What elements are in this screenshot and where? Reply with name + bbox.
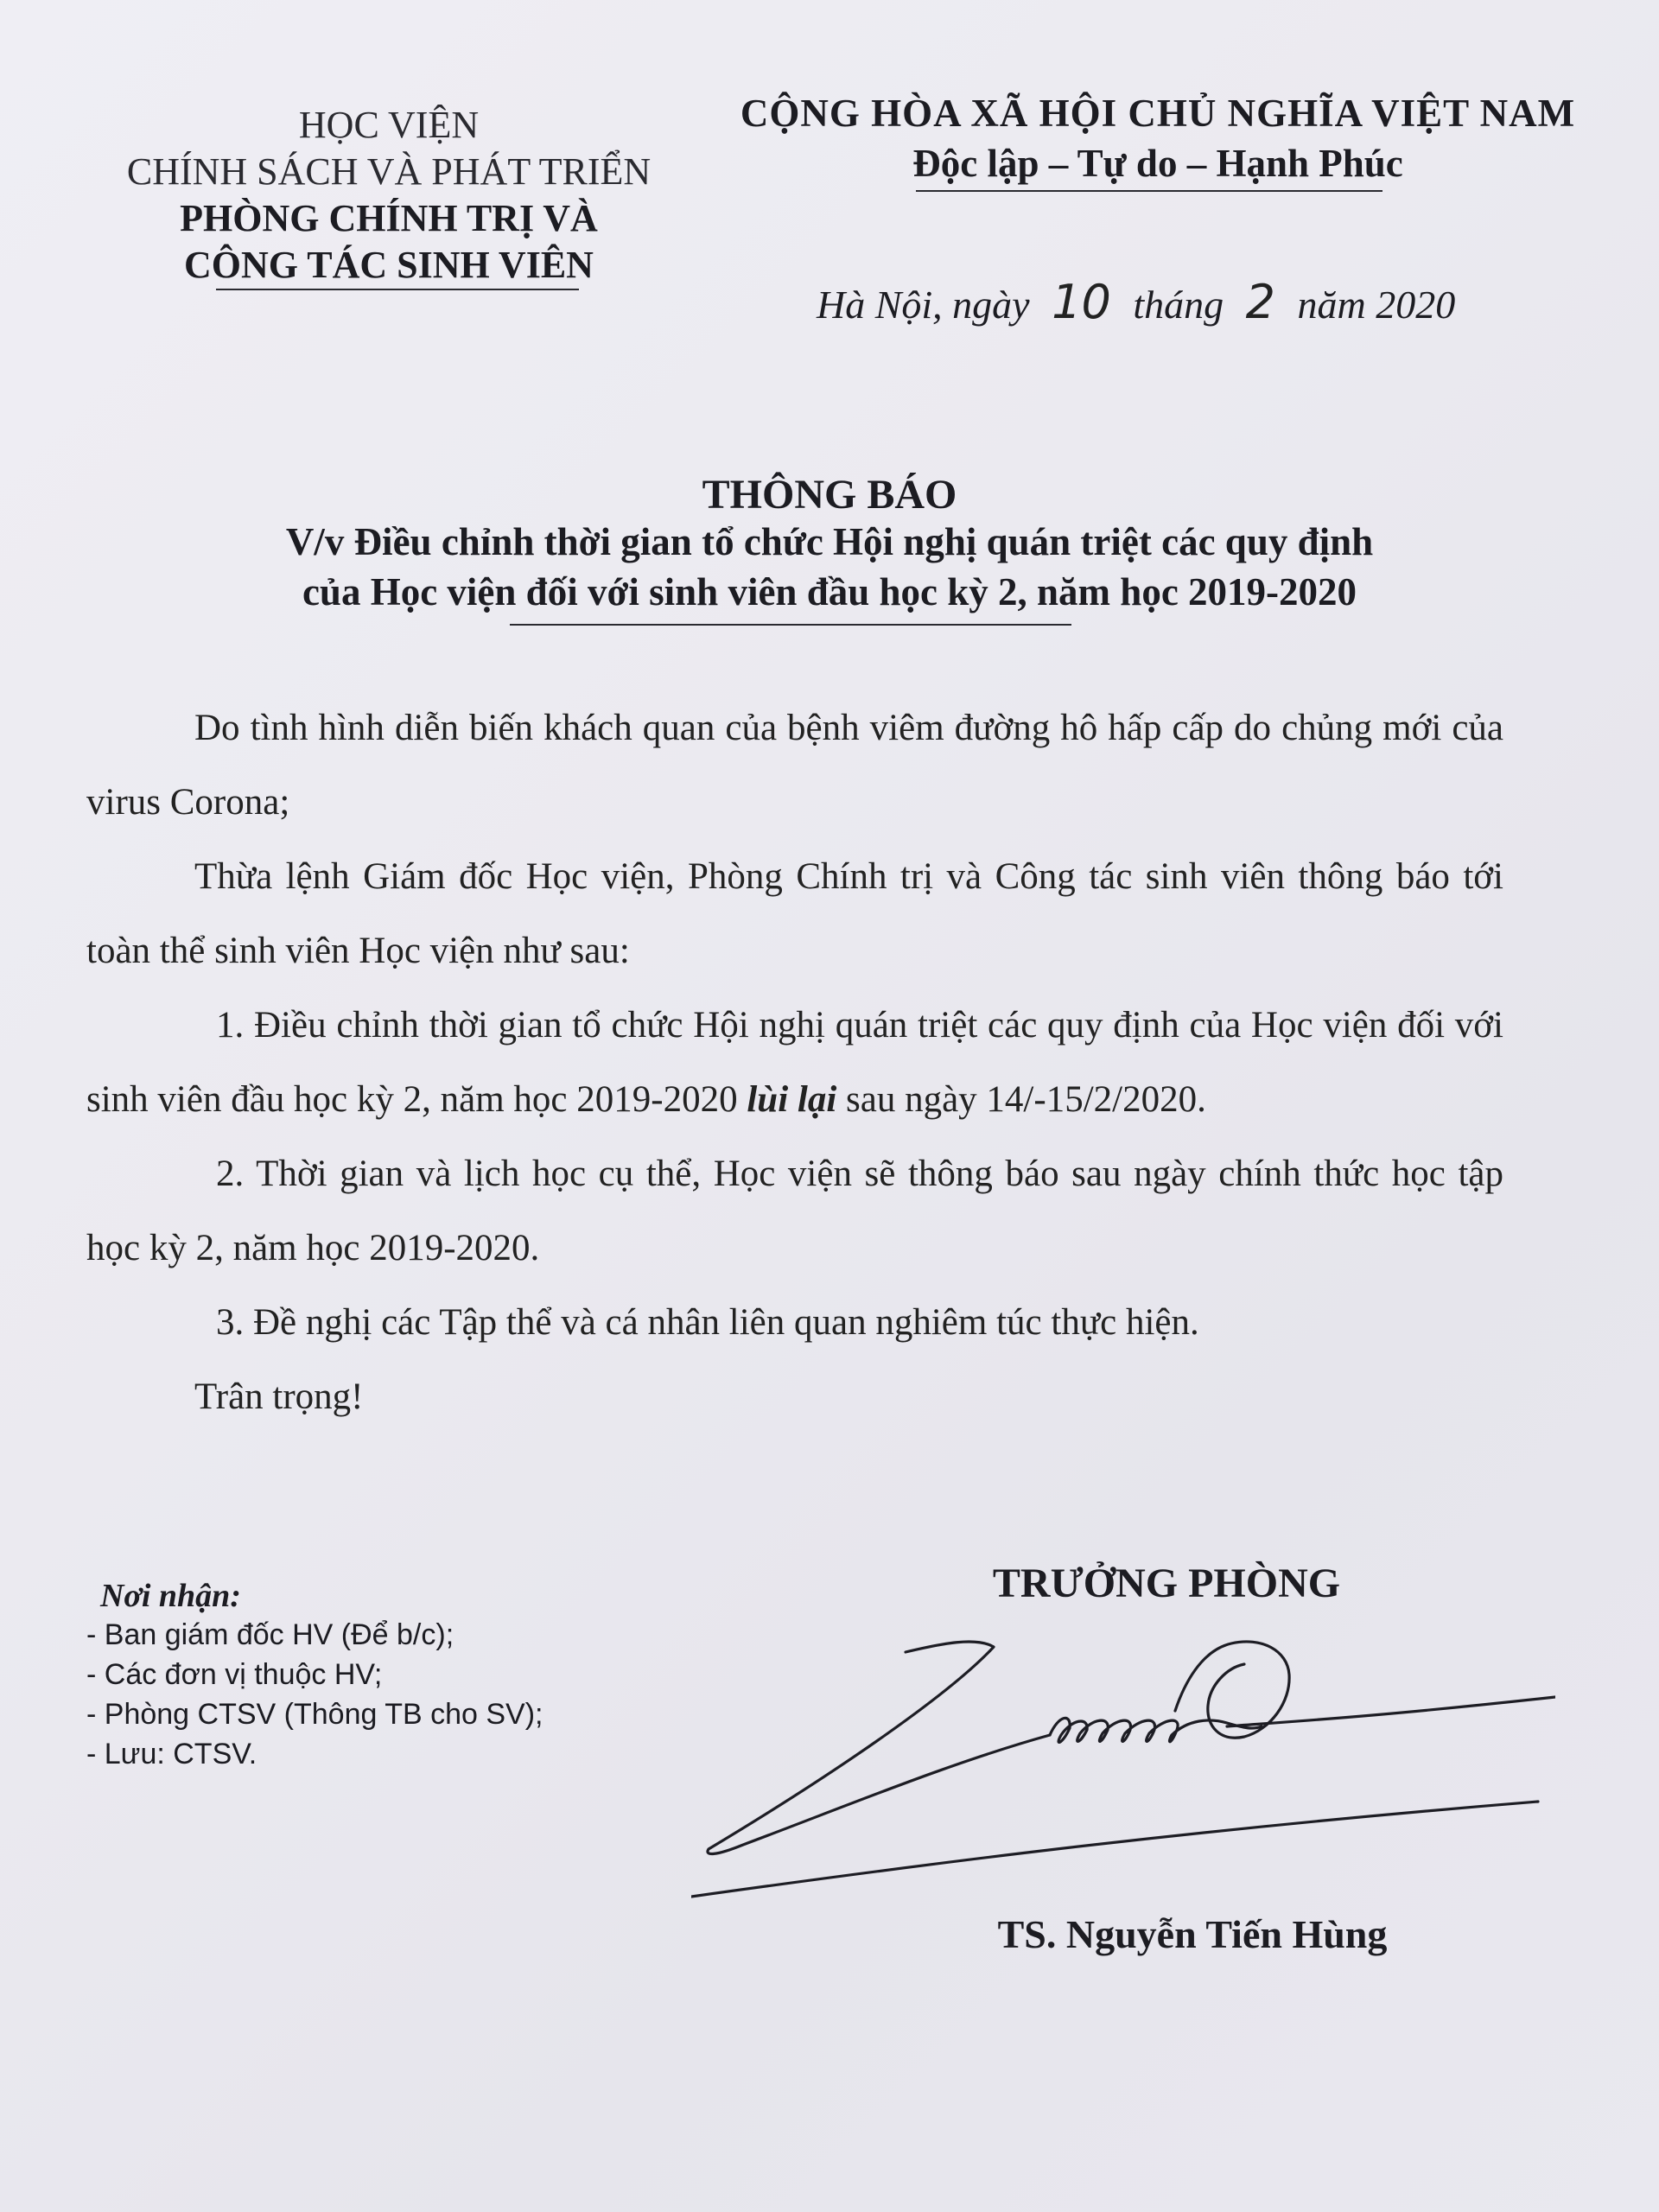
recipients-label: Nơi nhận: <box>100 1578 241 1614</box>
item-1-emphasis: lùi lại <box>747 1079 837 1120</box>
signature-stroke <box>1227 1697 1555 1726</box>
recipient-item: - Các đơn vị thuộc HV; <box>86 1658 383 1691</box>
subject-underline <box>510 624 1071 626</box>
paragraph-authority: Thừa lệnh Giám đốc Học viện, Phòng Chính trị và Công tác sinh viên thông báo tới toàn thể sinh viên Học viện như sau: <box>86 856 1503 971</box>
national-motto: Độc lập – Tự do – Hạnh Phúc <box>912 142 1403 185</box>
national-header <box>726 88 1590 188</box>
date-prefix: Hà Nội, ngày <box>817 283 1030 327</box>
date-month-handwritten: 2 <box>1245 275 1275 329</box>
recipients-block <box>86 1577 543 1774</box>
issuer-dept-line1: PHÒNG CHÍNH TRỊ VÀ <box>180 197 598 239</box>
recipient-item: - Phòng CTSV (Thông TB cho SV); <box>86 1698 543 1731</box>
paragraph-item-3: 3. Đề nghị các Tập thể và cá nhân liên quan nghiêm túc thực hiện. <box>216 1302 1199 1343</box>
country-name: CỘNG HÒA XÃ HỘI CHỦ NGHĨA VIỆT NAM <box>740 92 1576 135</box>
issue-date <box>817 275 1455 329</box>
signer-title: TRƯỞNG PHÒNG <box>992 1560 1341 1606</box>
item-1-text-a: 1. Điều chỉnh thời gian tổ chức Hội nghị quán triệt các quy định của Học viện đối với sinh viên đầu học kỳ 2, năm học 2019-2020 <box>86 1005 1503 1120</box>
paragraph-item-1 <box>86 988 1503 1137</box>
motto-underline <box>916 190 1382 192</box>
issuer-org-line1: HỌC VIỆN <box>298 104 480 146</box>
document-body <box>86 691 1503 1434</box>
handwritten-signature <box>691 1633 1555 1918</box>
issuer-underline <box>216 289 579 290</box>
item-1-text-b: sau ngày 14/-15/2/2020. <box>836 1079 1206 1120</box>
recipient-item: - Ban giám đốc HV (Để b/c); <box>86 1618 454 1651</box>
issuer-org-line2: CHÍNH SÁCH VÀ PHÁT TRIỂN <box>126 150 652 193</box>
recipient-item: - Lưu: CTSV. <box>86 1738 257 1770</box>
date-day-handwritten: 10 <box>1052 275 1111 329</box>
issuer-block <box>86 102 691 289</box>
closing-greeting: Trân trọng! <box>194 1376 364 1417</box>
document-title: THÔNG BÁO <box>702 472 957 518</box>
issuer-dept-line2: CÔNG TÁC SINH VIÊN <box>184 244 594 286</box>
subject-line2: của Học viện đối với sinh viên đầu học kỳ 2, năm học 2019-2020 <box>302 570 1357 613</box>
signature-stroke <box>708 1642 1050 1854</box>
document-subject <box>138 517 1521 617</box>
paragraph-item-2: 2. Thời gian và lịch học cụ thể, Học viện sẽ thông báo sau ngày chính thức học tập học kỳ 2, năm học 2019-2020. <box>86 1154 1503 1268</box>
date-year: năm 2020 <box>1297 283 1456 327</box>
paragraph-reason: Do tình hình diễn biến khách quan của bệnh viêm đường hô hấp cấp do chủng mới của virus Corona; <box>86 708 1503 823</box>
signer-name: TS. Nguyễn Tiến Hùng <box>997 1912 1388 1956</box>
date-month-label: tháng <box>1133 283 1224 327</box>
subject-line1: V/v Điều chỉnh thời gian tổ chức Hội nghị quán triệt các quy định <box>285 520 1374 563</box>
